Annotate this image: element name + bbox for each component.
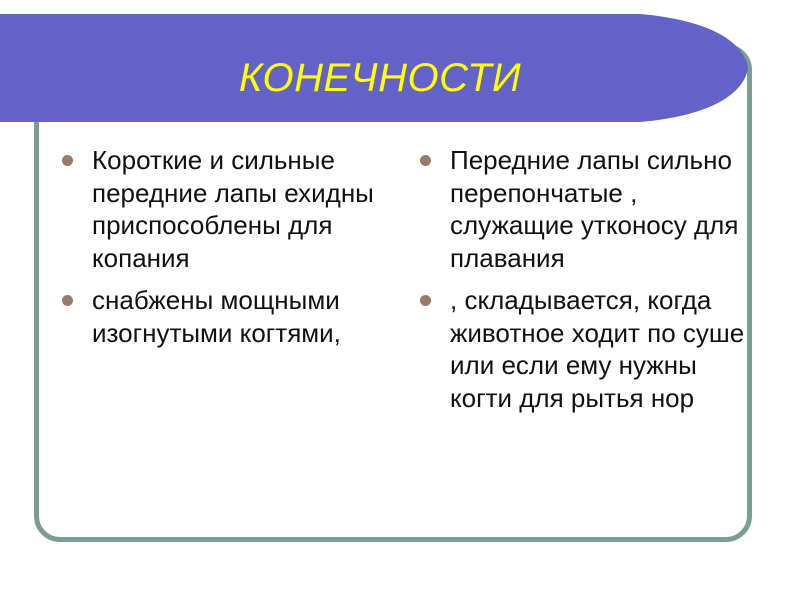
bullet-text: Короткие и сильные передние лапы ехидны приспособлены для копания <box>92 145 374 273</box>
list-item <box>420 144 750 274</box>
bullet-dot-icon <box>420 155 431 166</box>
list-item <box>62 284 392 349</box>
list-item <box>62 144 392 274</box>
bullet-text: Передние лапы сильно перепончатые , служащие утконосу для плавания <box>450 145 739 273</box>
right-bullet-list <box>420 144 750 424</box>
left-bullet-list <box>62 144 392 359</box>
title-band <box>0 14 800 122</box>
slide-title: КОНЕЧНОСТИ <box>238 56 522 100</box>
bullet-dot-icon <box>62 295 73 306</box>
bullet-text: , складывается, когда животное ходит по суше или если ему нужны когти для рытья нор <box>450 285 745 413</box>
bullet-dot-icon <box>62 155 73 166</box>
bullet-text: снабжены мощными изогнутыми когтями, <box>92 285 341 348</box>
bullet-dot-icon <box>420 295 431 306</box>
list-item <box>420 284 750 414</box>
